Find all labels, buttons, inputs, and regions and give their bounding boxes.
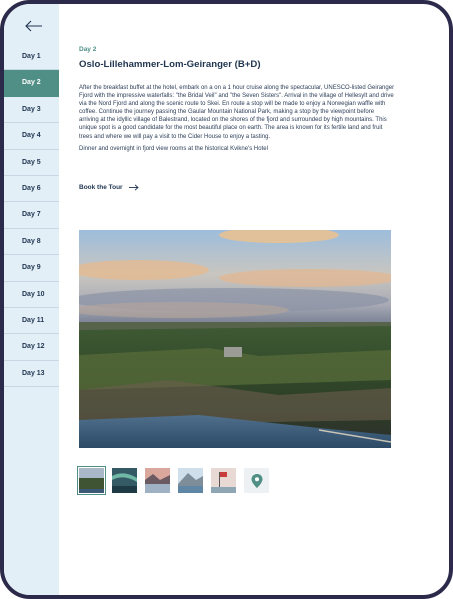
nav-item-day-11[interactable] — [4, 308, 59, 334]
nav-item-day-9[interactable] — [4, 255, 59, 281]
nav-item-day-7[interactable] — [4, 202, 59, 228]
thumbnail-aurora[interactable] — [112, 468, 137, 493]
town-aerial-image — [79, 230, 391, 448]
nav-item-label: Day 11 — [22, 316, 45, 324]
description-paragraph: Dinner and overnight in fjord view rooms at the historical Kvikne's Hotel — [79, 145, 268, 152]
description-paragraph: After the breakfast buffet at the hotel, embark on a on a 1 hour cruise along the spectacular, UNESCO-listed Geiranger Fjord with the impressive waterfalls: "the Bridal Veil" and "the Seven Sisters". Arrival in the village of Hellesylt and drive via the Nord Fjord and along the scenic route to Skei. En route a stop will be made to enjoy a Norwegian waffle with coffee. Continue the journey passing the Gaular Mountain National Park, making a stop by the viewpoint before arriving at the idyllic village of Balestrand, located on the shores of the fjord and surrounded by high mountains. This unique spot is a good candidate for the most beautiful place on earth. The area is known for its fertile land and fruit trees and where we will pay a visit to the Cider House to enjoy a tasting. — [79, 85, 395, 140]
nav-item-day-1[interactable] — [4, 44, 59, 70]
nav-item-label: Day 8 — [22, 237, 41, 245]
nav-item-label: Day 7 — [22, 211, 41, 219]
arrow-right-icon — [129, 184, 139, 191]
nav-item-label: Day 9 — [22, 264, 41, 272]
nav-item-day-5[interactable] — [4, 150, 59, 176]
nav-item-label: Day 13 — [22, 369, 45, 377]
nav-item-label: Day 6 — [22, 184, 41, 192]
nav-item-day-8[interactable] — [4, 229, 59, 255]
nav-item-day-10[interactable] — [4, 282, 59, 308]
day-nav-list — [4, 44, 59, 387]
book-tour-label: Book the Tour — [79, 184, 123, 191]
nav-item-day-3[interactable] — [4, 97, 59, 123]
nav-item-day-13[interactable] — [4, 361, 59, 387]
nav-item-label: Day 1 — [22, 53, 41, 60]
map-pin-icon — [250, 473, 264, 489]
nav-item-label: Day 4 — [22, 132, 41, 140]
nav-item-day-6[interactable] — [4, 176, 59, 202]
thumbnail-mountain[interactable] — [178, 468, 203, 493]
nav-item-label: Day 12 — [22, 343, 45, 351]
nav-item-label: Day 3 — [22, 105, 41, 113]
photo-thumbnails — [79, 468, 269, 493]
day-label: Day 2 — [79, 46, 97, 53]
thumbnail-map[interactable] — [244, 468, 269, 493]
thumbnail-town[interactable] — [79, 468, 104, 493]
main-photo — [79, 230, 391, 448]
nav-item-label: Day 10 — [22, 290, 45, 298]
thumbnail-fjord[interactable] — [145, 468, 170, 493]
book-tour-link[interactable] — [79, 184, 139, 191]
day-sidebar — [4, 4, 59, 595]
nav-item-day-4[interactable] — [4, 123, 59, 149]
arrow-left-icon — [24, 18, 44, 34]
day-description — [79, 84, 395, 157]
back-button[interactable] — [24, 18, 44, 34]
nav-item-label: Day 2 — [22, 79, 41, 87]
thumbnail-flag[interactable] — [211, 468, 236, 493]
nav-item-day-12[interactable] — [4, 334, 59, 360]
page-title: Oslo-Lillehammer-Lom-Geiranger (B+D) — [79, 59, 261, 70]
nav-item-label: Day 5 — [22, 158, 41, 166]
nav-item-day-2[interactable] — [4, 70, 59, 96]
